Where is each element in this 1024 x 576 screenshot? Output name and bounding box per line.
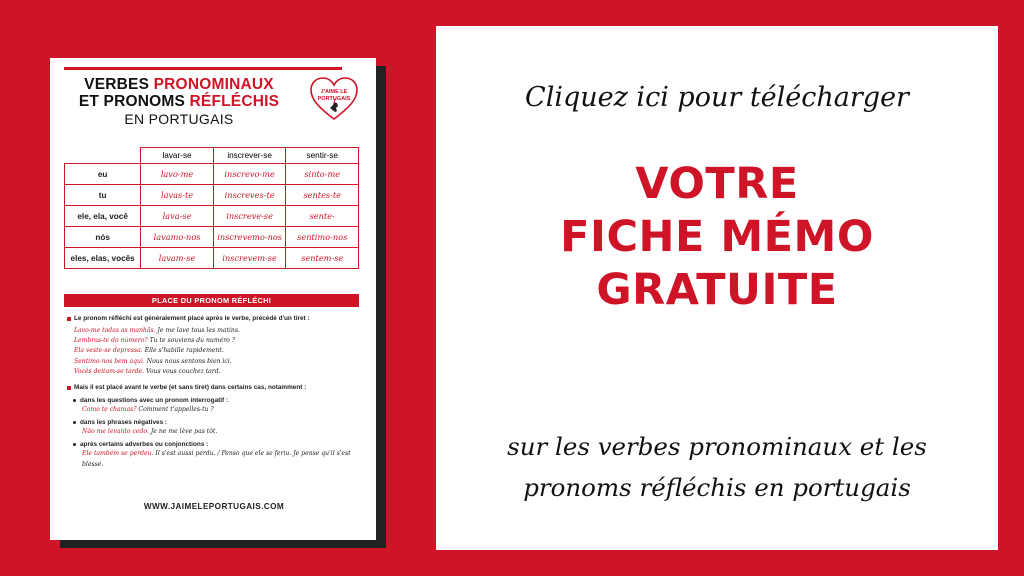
verb-form-cell: sentimo-nos bbox=[286, 227, 359, 248]
rule-bullet: Le pronom réfléchi est généralement placé après le verbe, précédé d'un tiret : bbox=[64, 314, 364, 324]
example-fr: Je me lave tous les matins. bbox=[157, 327, 240, 334]
example-pt: Lembras-te do número? bbox=[74, 337, 148, 345]
cta-headline bbox=[436, 158, 998, 317]
column-header: inscrever-se bbox=[213, 148, 286, 164]
example-fr: Nous nous sentons bien ici. bbox=[146, 357, 232, 365]
pronoun-cell: tu bbox=[65, 185, 141, 206]
column-header: lavar-se bbox=[141, 148, 213, 164]
verb-form-cell: lavam-se bbox=[141, 248, 213, 269]
pronoun-cell: eles, elas, vocês bbox=[65, 248, 141, 269]
case-label: dans les phrases négatives : bbox=[64, 418, 364, 427]
title-word: VERBES bbox=[84, 76, 154, 93]
cta-panel[interactable] bbox=[436, 26, 998, 550]
example-fr: Tu te souviens du numéro ? bbox=[149, 337, 236, 345]
verb-form-cell: inscreve-se bbox=[213, 206, 286, 227]
example-line bbox=[64, 405, 364, 415]
example-fr: Elle s'habille rapidement. bbox=[144, 347, 224, 355]
verb-form-cell: inscrevemo-nos bbox=[213, 227, 286, 248]
verb-form-cell: lavo-me bbox=[141, 164, 213, 185]
case-label: dans les questions avec un pronom interrogatif : bbox=[64, 396, 364, 405]
cta-download-text[interactable]: Cliquez ici pour télécharger bbox=[525, 82, 909, 113]
headline-line: GRATUITE bbox=[596, 265, 838, 315]
verb-form-cell: lava-se bbox=[141, 206, 213, 227]
subtitle-line: pronoms réfléchis en portugais bbox=[523, 473, 911, 502]
title-word-highlight: RÉFLÉCHIS bbox=[189, 93, 280, 110]
example-line bbox=[64, 449, 364, 469]
logo-text-line: PORTUGAIS bbox=[317, 95, 351, 102]
verb-form-cell: inscreves-te bbox=[213, 185, 286, 206]
verb-form-cell: lavamo-nos bbox=[141, 227, 213, 248]
verb-form-cell: inscrevo-me bbox=[213, 164, 286, 185]
example-line bbox=[64, 357, 364, 367]
subtitle-line: sur les verbes pronominaux et les bbox=[507, 432, 927, 461]
example-fr: Il s'est aussi perdu. / Penso que ele se feriu. Je pense qu'il s'est blessé. bbox=[82, 450, 351, 468]
example-line bbox=[64, 336, 364, 346]
verb-form-cell: sente- bbox=[286, 206, 359, 227]
table-row bbox=[65, 206, 359, 227]
rule-bullet: Mais il est placé avant le verbe (et sans tiret) dans certains cas, notamment : bbox=[64, 383, 364, 393]
verb-form-cell: sentes-te bbox=[286, 185, 359, 206]
table-row bbox=[65, 185, 359, 206]
example-fr: Comment t'appelles-tu ? bbox=[138, 406, 214, 414]
example-pt: Ele também se perdeu. bbox=[82, 450, 154, 458]
memo-sheet-preview bbox=[50, 58, 376, 540]
headline-line: FICHE MÉMO bbox=[560, 212, 874, 262]
table-row bbox=[65, 227, 359, 248]
verb-form-cell: inscrevem-se bbox=[213, 248, 286, 269]
example-line bbox=[64, 346, 364, 356]
verb-form-cell: lavas-te bbox=[141, 185, 213, 206]
example-pt: Lavo-me todas as manhãs. bbox=[74, 327, 156, 334]
headline-line: VOTRE bbox=[635, 159, 799, 209]
table-row bbox=[65, 164, 359, 185]
verb-form-cell: sentem-se bbox=[286, 248, 359, 269]
example-pt: Como te chamas? bbox=[82, 406, 137, 414]
example-fr: Vous vous couchez tard. bbox=[146, 367, 221, 375]
column-header: sentir-se bbox=[286, 148, 359, 164]
section-band: PLACE DU PRONOM RÉFLÉCHI bbox=[64, 294, 359, 307]
example-pt: Não me levanto cedo. bbox=[82, 428, 149, 436]
logo bbox=[308, 75, 360, 123]
conjugation-table bbox=[64, 147, 359, 269]
title-word-highlight: PRONOMINAUX bbox=[153, 76, 274, 93]
pronoun-cell: eu bbox=[65, 164, 141, 185]
example-pt: Sentimo-nos bem aqui. bbox=[74, 357, 145, 365]
table-corner bbox=[65, 148, 141, 164]
example-line bbox=[64, 326, 364, 336]
example-fr: Je ne me lève pas tôt. bbox=[150, 428, 218, 436]
title-word: ET PRONOMS bbox=[78, 93, 190, 110]
website-url: WWW.JAIMELEPORTUGAIS.COM bbox=[143, 502, 285, 511]
cta-subtitle bbox=[436, 426, 998, 508]
example-line bbox=[64, 367, 364, 377]
sheet-title bbox=[64, 76, 294, 128]
table-row bbox=[65, 248, 359, 269]
logo-text-line: J'AIME LE bbox=[320, 89, 348, 95]
case-label: après certains adverbes ou conjonctions : bbox=[64, 440, 364, 449]
title-subline: EN PORTUGAIS bbox=[124, 111, 234, 127]
example-pt: Vocês deitam-se tarde. bbox=[74, 367, 145, 375]
logo-text bbox=[308, 89, 360, 102]
pronoun-cell: ele, ela, você bbox=[65, 206, 141, 227]
pronoun-cell: nós bbox=[65, 227, 141, 248]
example-line bbox=[64, 427, 364, 437]
top-rule bbox=[64, 67, 342, 70]
verb-form-cell: sinto-me bbox=[286, 164, 359, 185]
rules-block bbox=[64, 314, 364, 470]
example-pt: Ela veste-se depressa. bbox=[74, 347, 143, 355]
